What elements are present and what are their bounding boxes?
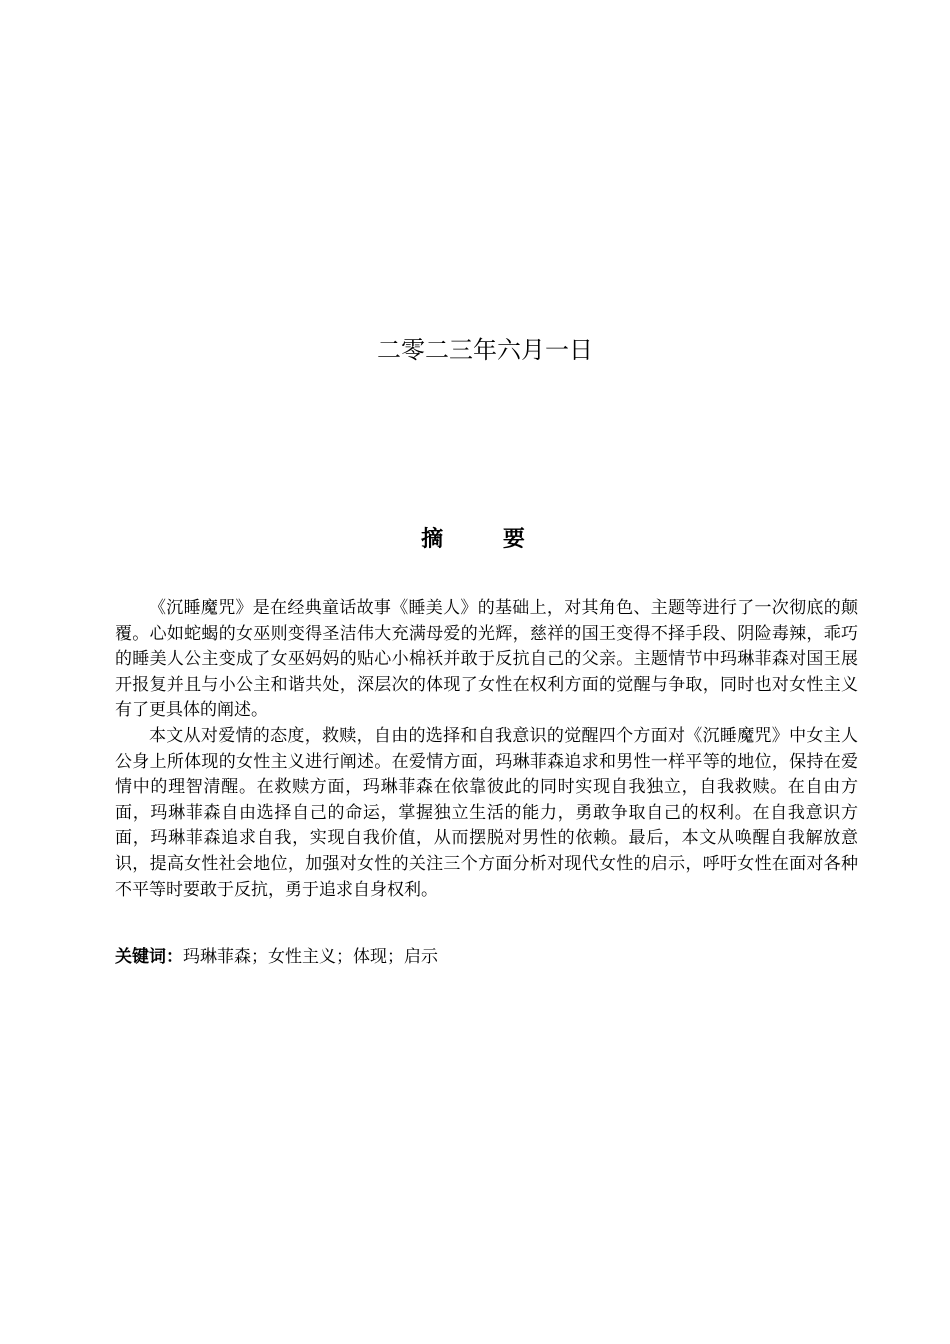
date-line: 二零二三年六月一日: [377, 336, 593, 364]
abstract-paragraph: 本文从对爱情的态度，救赎，自由的选择和自我意识的觉醒四个方面对《沉睡魔咒》中女主人公身上所体现的女性主义进行阐述。在爱情方面，玛琳菲森追求和男性一样平等的地位，保持在爱情中的理智清醒。在救赎方面，玛琳菲森在依靠彼此的同时实现自我独立，自我救赎。在自由方面，玛琳菲森自由选择自己的命运，掌握独立生活的能力，勇敢争取自己的权利。在自我意识方面，玛琳菲森追求自我，实现自我价值，从而摆脱对男性的依赖。最后，本文从唤醒自我解放意识，提高女性社会地位，加强对女性的关注三个方面分析对现代女性的启示，呼吁女性在面对各种不平等时要敢于反抗，勇于追求自身权利。: [115, 725, 858, 900]
abstract-body: [115, 596, 858, 903]
keywords-label: 关键词：: [115, 947, 183, 967]
keywords-line: [115, 944, 858, 970]
abstract-paragraph: 《沉睡魔咒》是在经典童话故事《睡美人》的基础上，对其角色、主题等进行了一次彻底的颠覆。心如蛇蝎的女巫则变得圣洁伟大充满母爱的光辉，慈祥的国王变得不择手段、阴险毒辣，乖巧的睡美人公主变成了女巫妈妈的贴心小棉袄并敢于反抗自己的父亲。主题情节中玛琳菲森对国王展开报复并且与小公主和谐共处，深层次的体现了女性在权利方面的觉醒与争取，同时也对女性主义有了更具体的阐述。: [115, 598, 858, 721]
abstract-heading: 摘 要: [421, 527, 551, 552]
keywords-value: 玛琳菲森；女性主义；体现；启示: [183, 947, 438, 967]
